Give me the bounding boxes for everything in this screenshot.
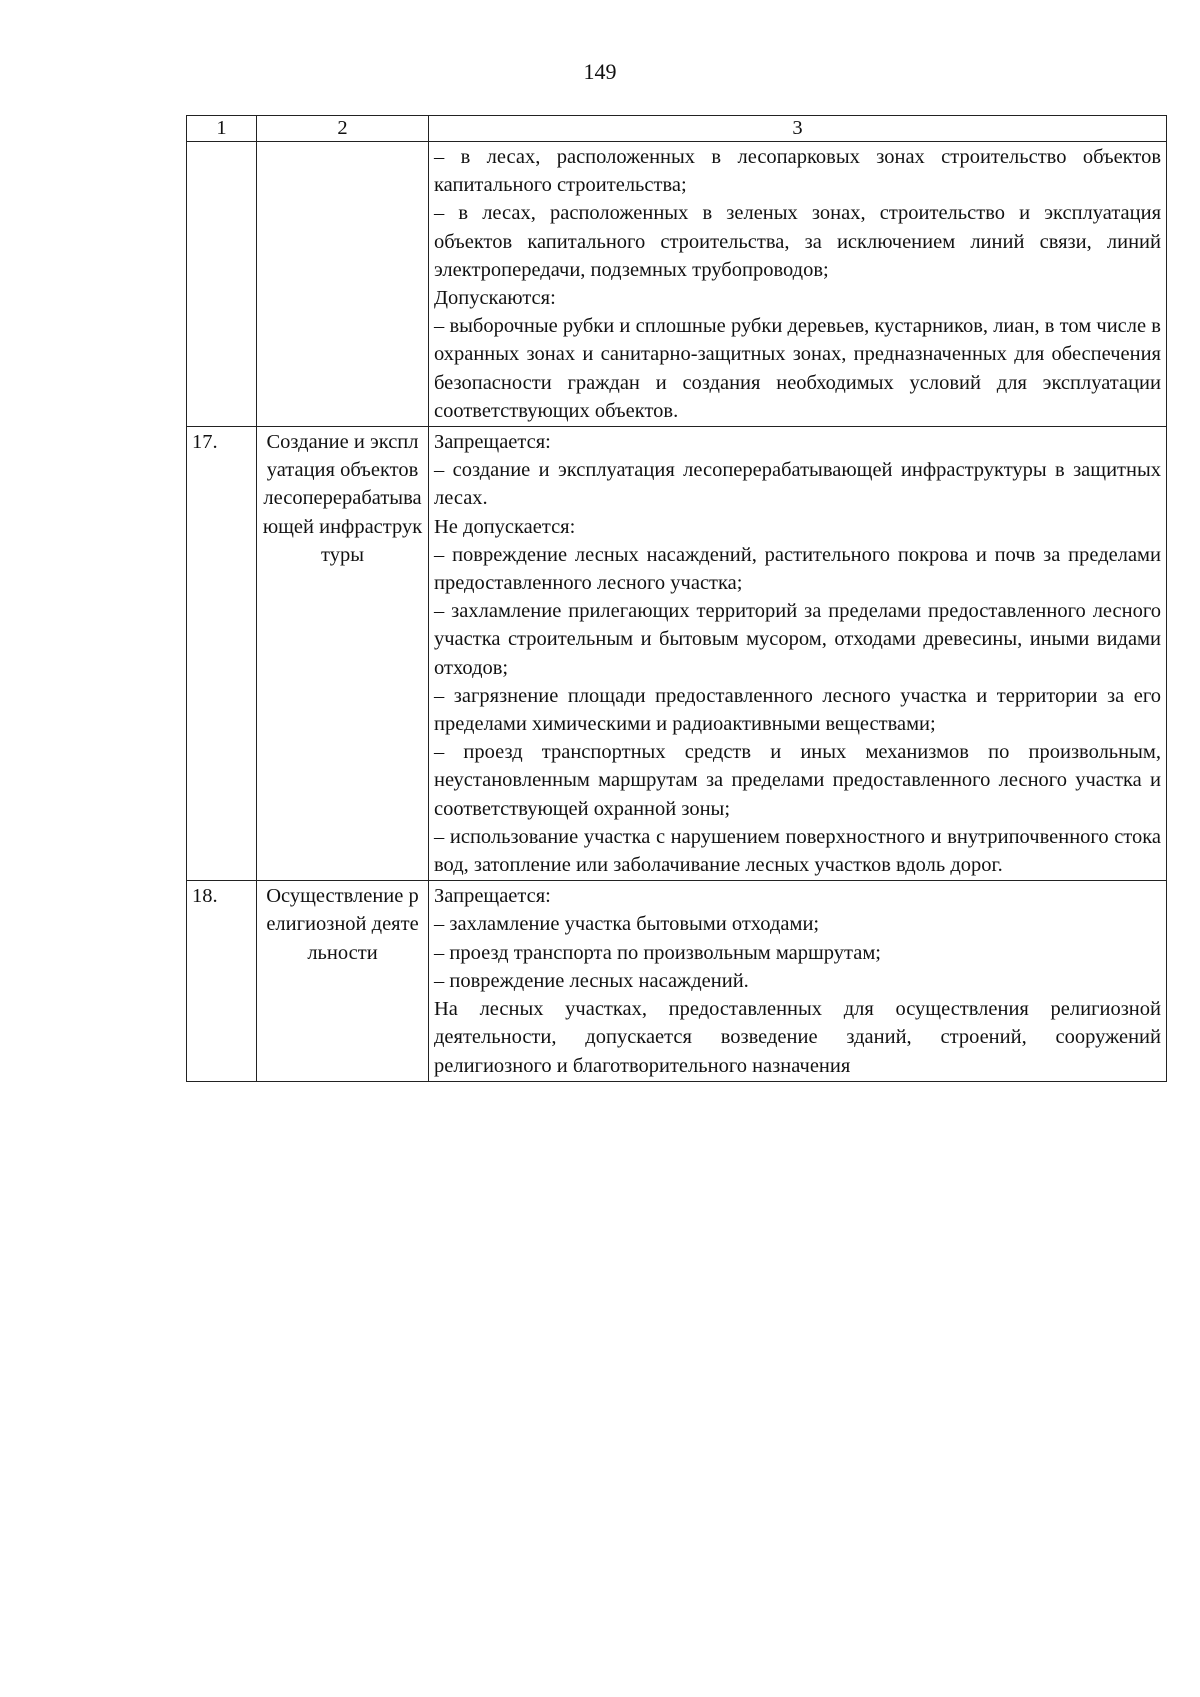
restriction-note: На лесных участках, предоставленных для осуществления религиозной деятельности, допускается возведение зданий, строений, сооружений религиозного и благотворительного назначения [434, 998, 1161, 1077]
table-header-row [187, 116, 1167, 142]
restrictions-cell [429, 881, 1167, 1081]
restriction-item: – проезд транспортных средств и иных механизмов по произвольным, неустановленным маршрутам за пределами предоставленного лесного участка и соответствующей охранной зоны; [434, 741, 1161, 820]
table-row [187, 142, 1167, 427]
restriction-item: – в лесах, расположенных в лесопарковых зонах строительство объектов капитального строительства; [434, 146, 1161, 197]
restrictions-cell [429, 142, 1167, 427]
header-col-3: 3 [429, 116, 1167, 142]
restriction-item: – захламление участка бытовыми отходами; [434, 913, 820, 936]
restriction-heading: Не допускается: [434, 515, 576, 538]
table-row [187, 427, 1167, 881]
activity-name [257, 142, 429, 427]
restrictions-cell [429, 427, 1167, 881]
restriction-item: – использование участка с нарушением поверхностного и внутрипочвенного стока вод, затопление или заболачивание лесных участков вдоль дорог. [434, 825, 1161, 877]
activity-name: Осуществление религиозной деятельности [257, 881, 429, 1081]
restriction-item: – в лесах, расположенных в зеленых зонах, строительство и эксплуатация объектов капитального строительства, за исключением линий связи, линий электропередачи, подземных трубопроводов; [434, 202, 1161, 281]
restriction-item: – захламление прилегающих территорий за пределами предоставленного лесного участка строительным и бытовым мусором, отходами древесины, иными видами отходов; [434, 600, 1161, 679]
restriction-item: – выборочные рубки и сплошные рубки деревьев, кустарников, лиан, в том числе в охранных зонах и санитарно-защитных зонах, предназначенных для обеспечения безопасности граждан и создания необходимых условий для эксплуатации соответствующих объектов. [434, 315, 1161, 422]
restriction-heading: Запрещается: [434, 431, 551, 454]
restriction-heading: Допускаются: [434, 287, 556, 310]
restriction-heading: Запрещается: [434, 885, 551, 908]
activity-name: Создание и эксплуатация объектов лесоперерабатывающей инфраструктуры [257, 427, 429, 881]
restriction-item: – загрязнение площади предоставленного лесного участка и территории за его пределами химическими и радиоактивными веществами; [434, 684, 1161, 736]
restriction-item: – проезд транспорта по произвольным маршрутам; [434, 941, 881, 964]
regulations-table [186, 115, 1167, 1082]
header-col-2: 2 [257, 116, 429, 142]
restriction-item: – создание и эксплуатация лесоперерабатывающей инфраструктуры в защитных лесах. [434, 459, 1161, 510]
header-col-1: 1 [187, 116, 257, 142]
page-number: 149 [583, 59, 617, 84]
row-number: 17. [187, 427, 257, 881]
restriction-item: – повреждение лесных насаждений, растительного покрова и почв за пределами предоставленного лесного участка; [434, 543, 1161, 595]
row-number [187, 142, 257, 427]
restriction-item: – повреждение лесных насаждений. [434, 969, 749, 992]
row-number: 18. [187, 881, 257, 1081]
table-row [187, 881, 1167, 1081]
